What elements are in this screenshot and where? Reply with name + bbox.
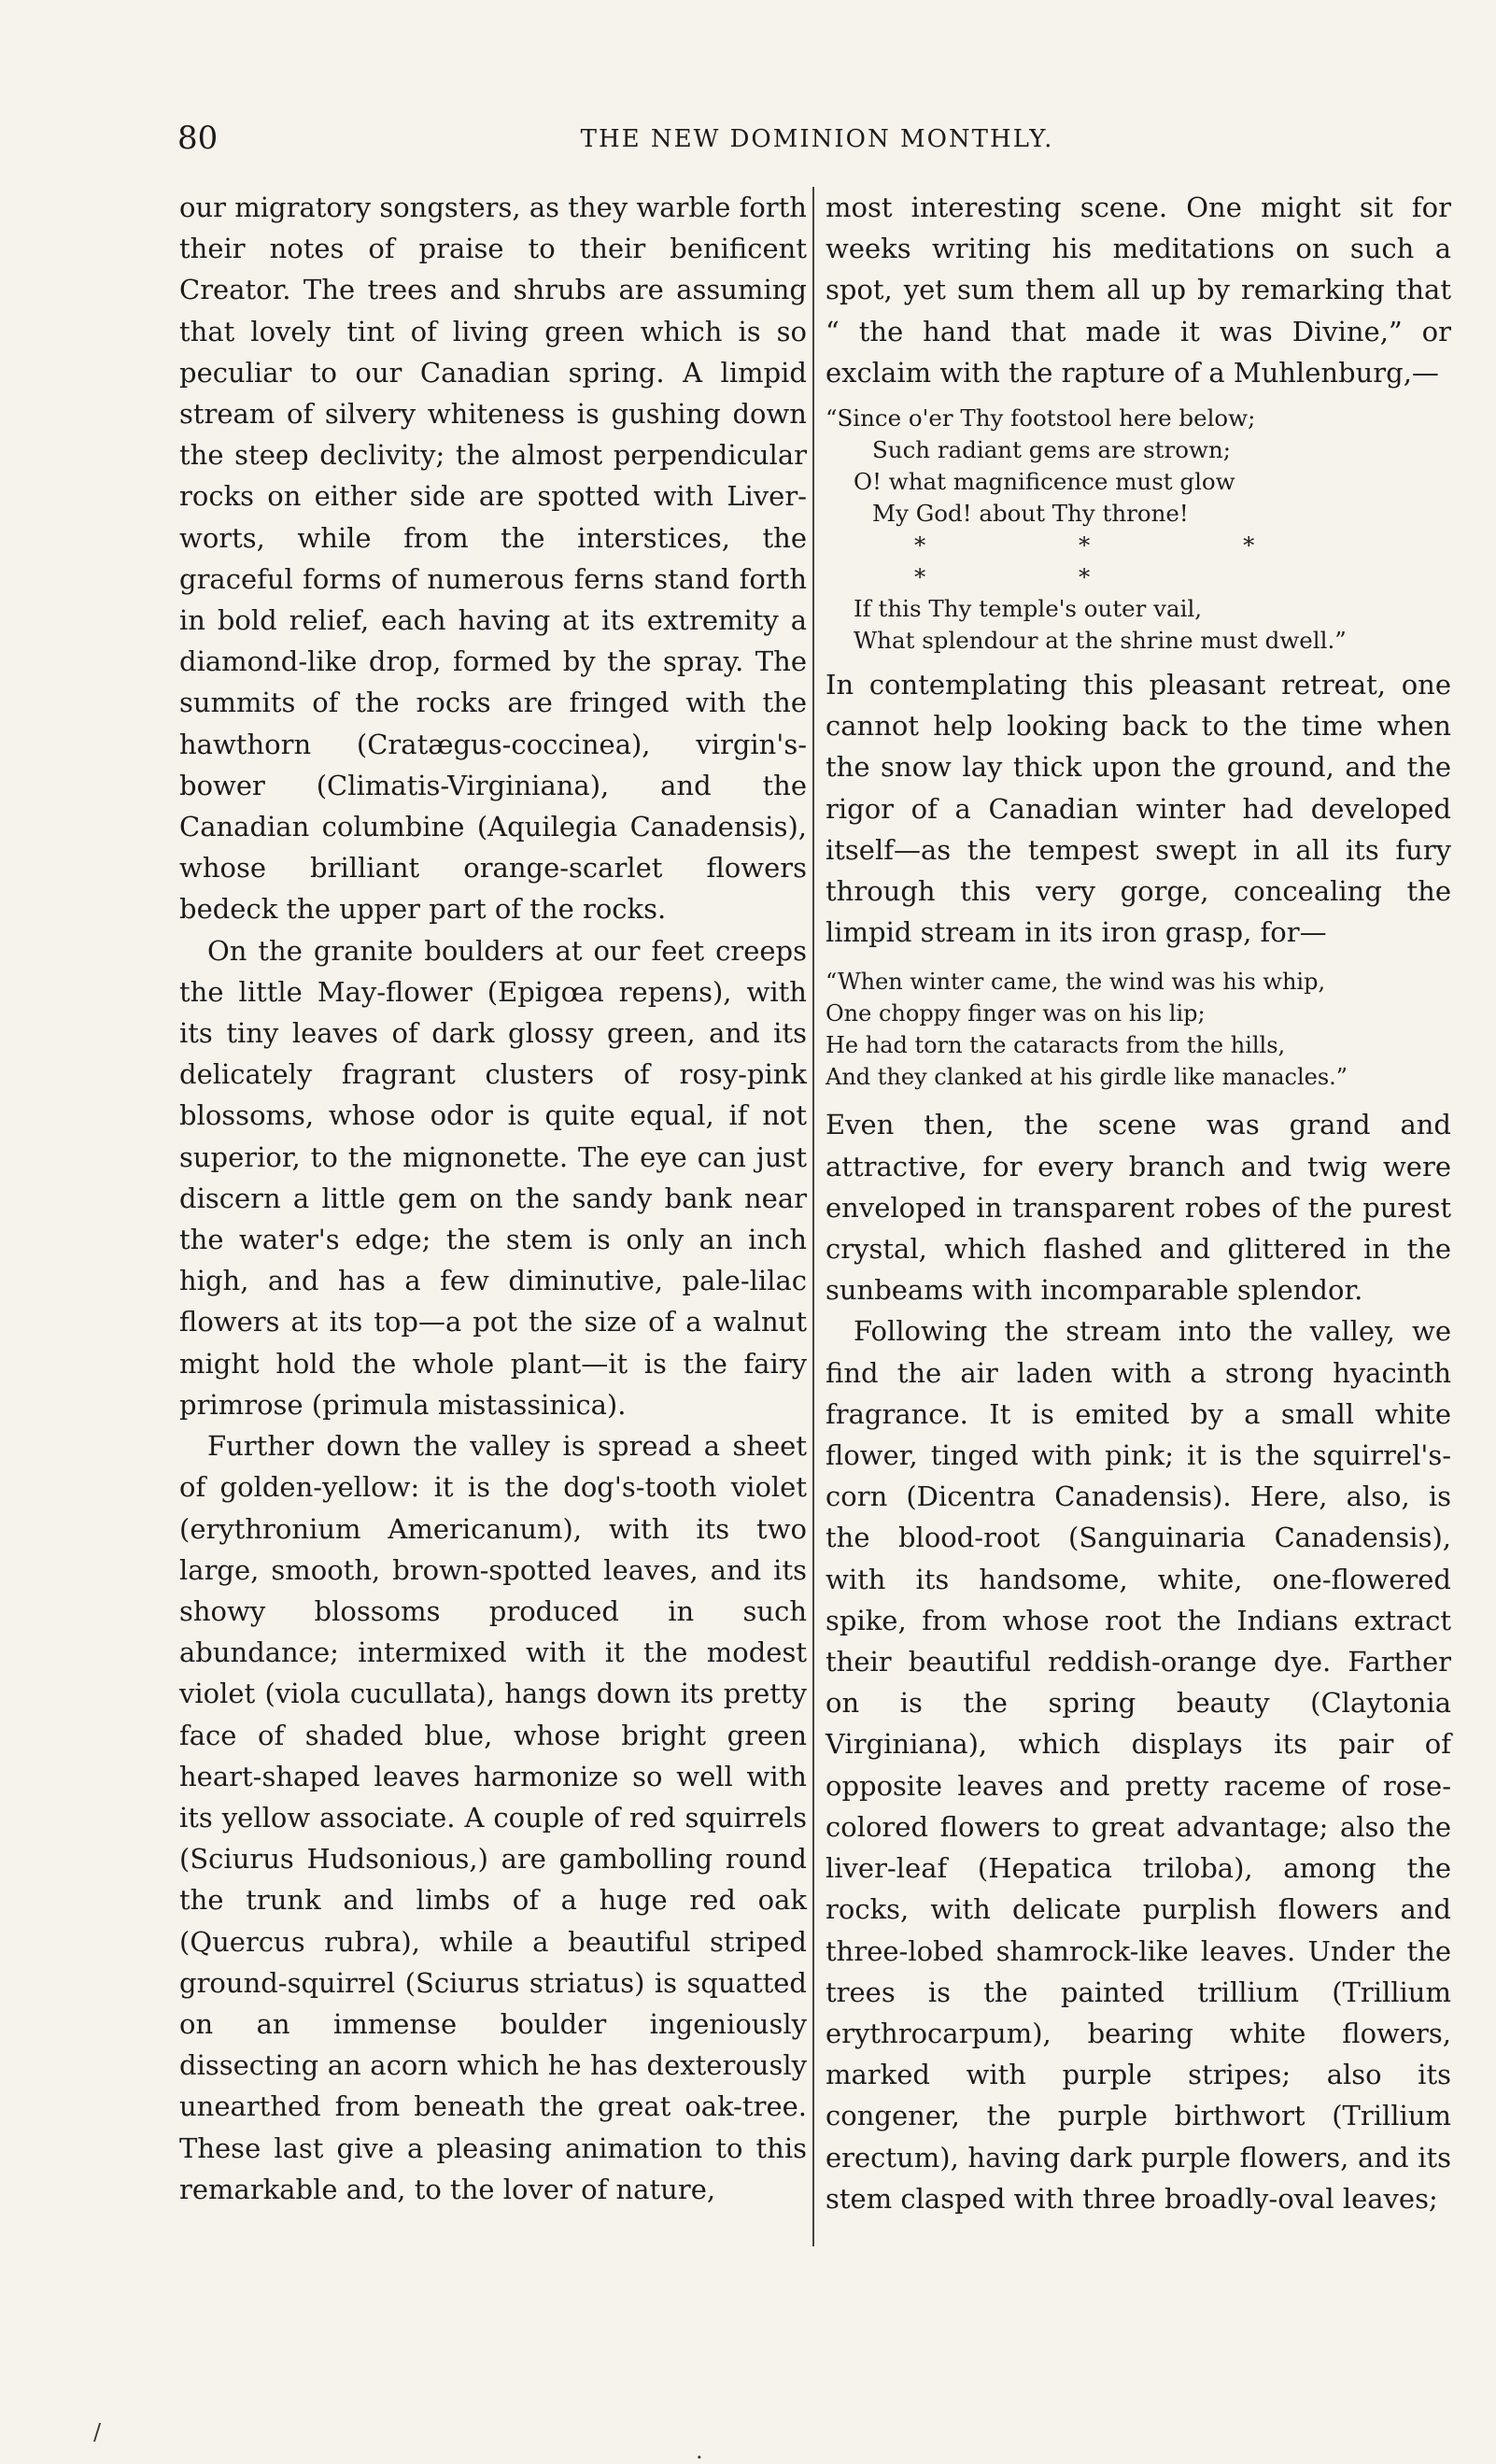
poem-line: If this Thy temple's outer vail, [854,595,1203,623]
stray-mark: / [93,2419,102,2445]
left-paragraph-1: our migratory songsters, as they warble forth their notes of praise to their benificent Creator. The trees and shrubs are assuming that lovely tint of living green which is so peculiar to our Canadian spring. A limpid stream of silvery whiteness is gushing down the steep declivity; the almost perpendicular rocks on either side are spotted with Liver-worts, while from the interstices, the graceful forms of numerous ferns stand forth in bold relief, each having at its extremity a diamond-like drop, formed by the spray. The summits of the rocks are fringed with the hawthorn (Cratægus-coccinea), virgin's-bower (Climatis-Virginiana), and the Canadian columbine (Aquilegia Canadensis), whose brilliant orange-scarlet flowers bedeck the upper part of the rocks. [179,191,807,926]
stray-mark: . [696,2438,703,2464]
page-header [177,120,1457,176]
right-column [826,187,1451,2219]
left-column [179,187,807,2210]
poem-line: “When winter came, the wind was his whip, [826,969,1326,996]
poem-line: O! what magnificence must glow [854,468,1235,496]
poem-line: My God! about Thy throne! [872,500,1189,528]
poem-line: One choppy finger was on his lip; [826,1000,1206,1027]
poem-line: What splendour at the shrine must dwell.” [854,627,1347,655]
poem-winter [826,966,1451,1093]
left-paragraph-2: On the granite boulders at our feet creeps the little May-flower (Epigœa repens), with its tiny leaves of dark glossy green, and its delicately fragrant clusters of rosy-pink blossoms, whose odor is quite equal, if not superior, to the mignonette. The eye can just discern a little gem on the sandy bank near the water's edge; the stem is only an inch high, and has a few diminutive, pale-lilac flowers at its top—a pot the size of a walnut might hold the whole plant—it is the fairy primrose (primula mistassinica). [179,934,807,1421]
column-divider [812,187,814,2246]
poem-line: Such radiant gems are strown; [872,436,1231,464]
poem-muhlenburg [826,403,1451,657]
right-paragraph-1: most interesting scene. One might sit for weeks writing his meditations on such a spot, yet sum them all up by remarking that “ the hand that made it was Divine,” or exclaim with the rapture of a Muhlenburg,— [826,191,1451,389]
poem-line: And they clanked at his girdle like manacles.” [826,1064,1348,1091]
right-paragraph-4: Following the stream into the valley, we find the air laden with a strong hyacinth fragrance. It is emited by a small white flower, tinged with pink; it is the squirrel's-corn (Dicentra Canadensis). Here, also, is the blood-root (Sanguinaria Canadensis), with its handsome, white, one-flowered spike, from whose root the Indians extract their beautiful reddish-orange dye. Farther on is the spring beauty (Claytonia Virginiana), which displays its pair of opposite leaves and pretty raceme of rose-colored flowers to great advantage; also the liver-leaf (Hepatica triloba), among the rocks, with delicate purplish flowers and three-lobed shamrock-like leaves. Under the trees is the painted trillium (Trillium erythrocarpum), bearing white flowers, marked with purple stripes; also its congener, the purple birthwort (Trillium erectum), having dark purple flowers, and its stem clasped with three broadly-oval leaves; [826,1315,1451,2215]
right-paragraph-2: In contemplating this pleasant retreat, one cannot help looking back to the time when the snow lay thick upon the ground, and the rigor of a Canadian winter had developed itself—as the tempest swept in all its fury through this very gorge, concealing the limpid stream in its iron grasp, for— [826,669,1451,949]
poem-ellipsis-stars: * * * * * [914,531,1328,591]
running-title: THE NEW DOMINION MONTHLY. [580,125,1054,153]
right-paragraph-3: Even then, the scene was grand and attractive, for every branch and twig were enveloped in transparent robes of the purest crystal, which flashed and glittered in the sunbeams with incomparable splendor. [826,1109,1451,1307]
left-paragraph-3: Further down the valley is spread a sheet of golden-yellow: it is the dog's-tooth violet (erythronium Americanum), with its two large, smooth, brown-spotted leaves, and its showy blossoms produced in such abundance; intermixed with it the modest violet (viola cucullata), hangs down its pretty face of shaded blue, whose bright green heart-shaped leaves harmonize so well with its yellow associate. A couple of red squirrels (Sciurus Hudsonious,) are gambolling round the trunk and limbs of a huge red oak (Quercus rubra), while a beautiful striped ground-squirrel (Sciurus striatus) is squatted on an immense boulder ingeniously dissecting an acorn which he has dexterously unearthed from beneath the great oak-tree. These last give a pleasing animation to this remarkable and, to the lover of nature, [179,1430,807,2205]
poem-line: He had torn the cataracts from the hills, [826,1032,1286,1059]
poem-line: “Since o'er Thy footstool here below; [826,404,1256,432]
page-number: 80 [177,120,219,157]
